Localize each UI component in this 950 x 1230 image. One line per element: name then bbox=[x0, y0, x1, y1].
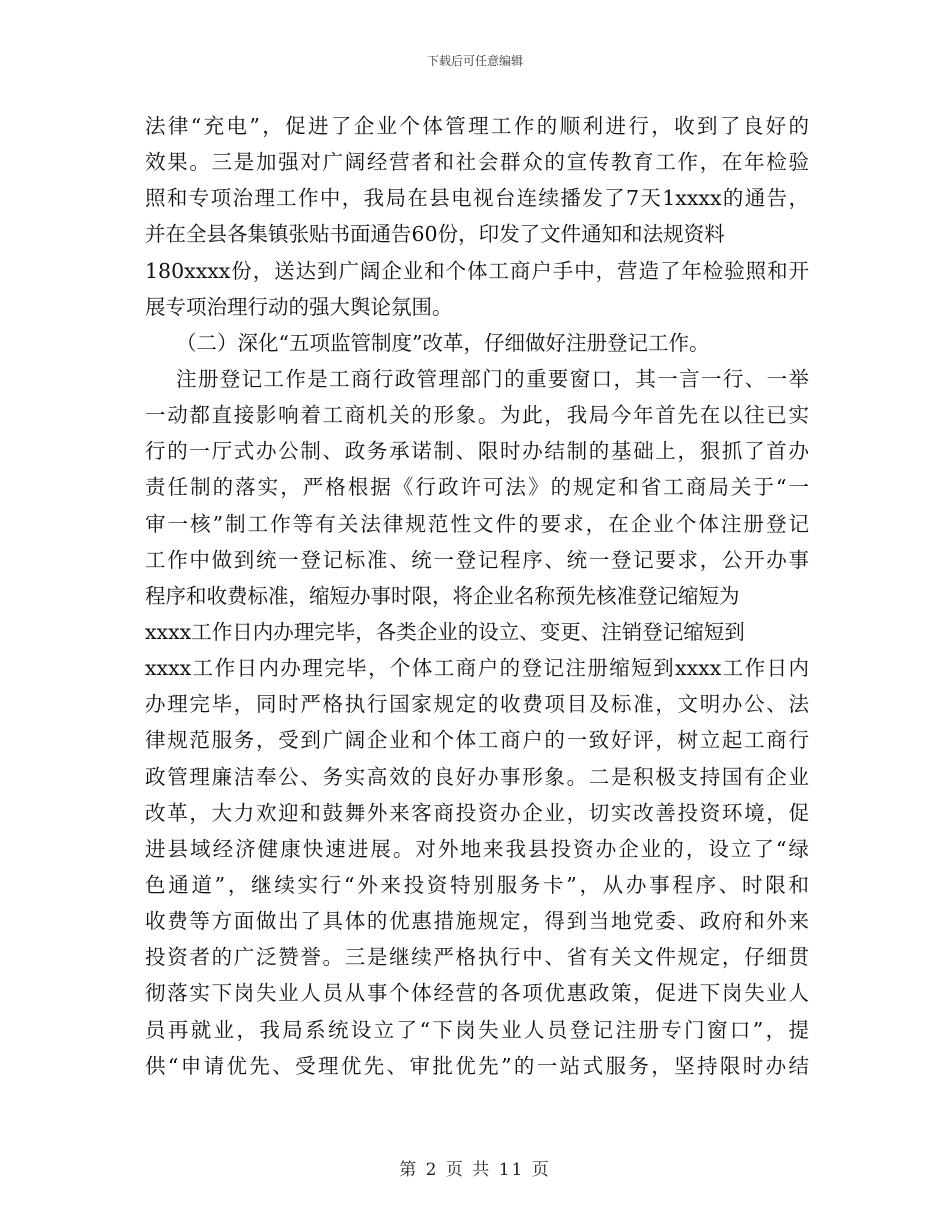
text-line: 并在全县各集镇张贴书面通告60份，印发了文件通知和法规资料 bbox=[145, 222, 725, 247]
text-line: 彻落实下岗失业人员从事个体经营的各项优惠政策，促进下岗失业人 bbox=[145, 981, 809, 1006]
text-line: xxxx工作日内办理完毕，个体工商户的登记注册缩短到xxxx工作日内 bbox=[145, 656, 809, 681]
page-header: 下载后可任意编辑 bbox=[426, 54, 523, 68]
document-body bbox=[145, 108, 809, 1084]
text-line: xxxx工作日内办理完毕，各类企业的设立、变更、注销登记缩短到 bbox=[145, 619, 745, 644]
text-line: （二）深化“五项监管制度”改革，仔细做好注册登记工作。 bbox=[176, 330, 710, 355]
text-line: 进县域经济健康快速进展。对外地来我县投资办企业的，设立了“绿 bbox=[145, 836, 809, 861]
text-line: 政管理廉洁奉公、务实高效的良好办事形象。二是积极支持国有企业 bbox=[145, 764, 809, 789]
text-line: 投资者的广泛赞誉。三是继续严格执行中、省有关文件规定，仔细贯 bbox=[145, 945, 809, 970]
text-line: 180xxxx份，送达到广阔企业和个体工商户手中，营造了年检验照和开 bbox=[145, 258, 809, 283]
text-line: 一动都直接影响着工商机关的形象。为此，我局今年首先在以往已实 bbox=[145, 403, 809, 428]
page-footer: 第 2 页 共 11 页 bbox=[399, 1160, 551, 1180]
text-line: 供“申请优先、受理优先、审批优先”的一站式服务，坚持限时办结 bbox=[145, 1053, 809, 1078]
text-line: 色通道”，继续实行“外来投资特别服务卡”，从办事程序、时限和 bbox=[145, 872, 809, 897]
text-line: 效果。三是加强对广阔经营者和社会群众的宣传教育工作，在年检验 bbox=[145, 150, 809, 175]
text-line: 工作中做到统一登记标准、统一登记程序、统一登记要求，公开办事 bbox=[145, 547, 809, 572]
text-line: 照和专项治理工作中，我局在县电视台连续播发了7天1xxxx的通告， bbox=[145, 186, 809, 211]
text-line: 收费等方面做出了具体的优惠措施规定，得到当地党委、政府和外来 bbox=[145, 909, 809, 934]
text-line: 法律“充电”，促进了企业个体管理工作的顺利进行，收到了良好的 bbox=[145, 114, 809, 138]
text-line: 责任制的落实，严格根据《行政许可法》的规定和省工商局关于“一 bbox=[145, 475, 809, 500]
text-line: 改革，大力欢迎和鼓舞外来客商投资办企业，切实改善投资环境，促 bbox=[145, 800, 809, 825]
text-line: 审一核”制工作等有关法律规范性文件的要求，在企业个体注册登记 bbox=[145, 511, 809, 536]
text-line: 程序和收费标准，缩短办事时限，将企业名称预先核准登记缩短为 bbox=[145, 583, 740, 608]
text-line: 员再就业，我局系统设立了“下岗失业人员登记注册专门窗口”，提 bbox=[145, 1017, 809, 1042]
text-line: 注册登记工作是工商行政管理部门的重要窗口，其一言一行、一举 bbox=[176, 366, 809, 391]
text-line: 展专项治理行动的强大舆论氛围。 bbox=[145, 294, 453, 319]
text-line: 律规范服务，受到广阔企业和个体工商户的一致好评，树立起工商行 bbox=[145, 728, 809, 753]
text-line: 办理完毕，同时严格执行国家规定的收费项目及标准，文明办公、法 bbox=[145, 692, 809, 717]
text-line: 行的一厅式办公制、政务承诺制、限时办结制的基础上，狠抓了首办 bbox=[145, 439, 809, 464]
